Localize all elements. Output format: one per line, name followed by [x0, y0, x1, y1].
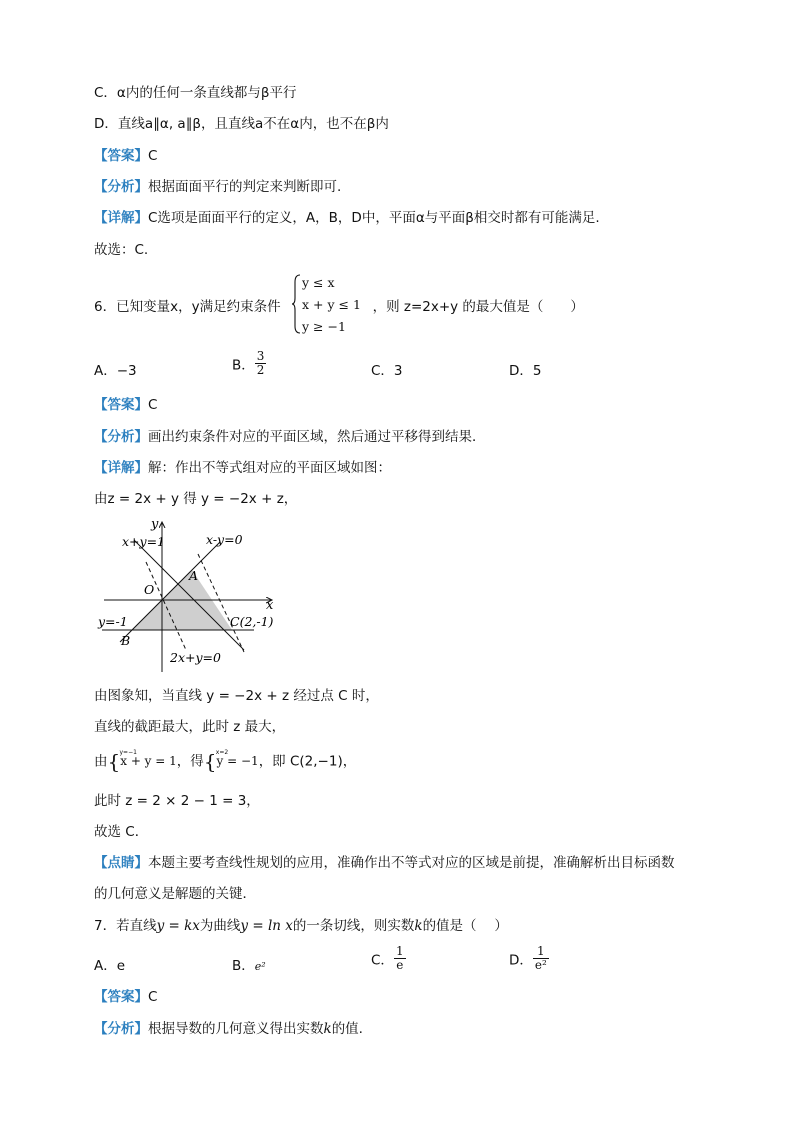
q7-eq-line: y = kx [156, 918, 200, 934]
answer-tag: 【答案】 [94, 989, 148, 1005]
q6-step-4: 此时 z = 2 × 2 − 1 = 3， [94, 793, 260, 809]
answer-tag: 【答案】 [94, 148, 148, 164]
answer-tag: 【答案】 [94, 397, 148, 413]
q7-eq-curve: y = ln x [240, 918, 293, 934]
detail-tag: 【详解】 [94, 460, 148, 476]
q7-analysis: 【分析】根据导数的几何意义得出实数k的值. [94, 1021, 363, 1037]
q6-option-b-fraction: $\frac{3}{2}$ [256, 349, 265, 377]
label-point-c: C(2,-1) [230, 614, 274, 629]
q6-comment-2: 的几何意义是解题的关键． [94, 886, 256, 902]
prev-answer [94, 147, 157, 165]
label-x-minus-y-0: x-y=0 [206, 532, 243, 547]
q7-option-b: B．e² [232, 958, 266, 974]
q6-stem-a: 6．已知变量x，y满足约束条件 [94, 299, 281, 315]
detail-text: 解：作出不等式组对应的平面区域如图： [148, 460, 391, 476]
q6-feasible-region-graph [94, 512, 294, 677]
q6-from-z: 由z = 2x + y 得 y = −2x + z， [94, 491, 298, 507]
label-x: x [266, 598, 274, 613]
q7-answer [94, 988, 157, 1006]
q6-system-2: { x=2 y = −1 [203, 749, 259, 774]
q6-constraint-3: y ≥ −1 [302, 319, 346, 334]
q6-option-a: A．−3 [94, 363, 137, 379]
detail-tag: 【详解】 [94, 210, 148, 226]
analysis-text: 画出约束条件对应的平面区域，然后通过平移得到结果． [148, 429, 486, 445]
q7-stem: 7．若直线y = kx为曲线y = ln x的一条切线，则实数k的值是（ ） [94, 918, 508, 934]
label-2x-plus-y-0: 2x+y=0 [170, 650, 221, 665]
analysis-tag: 【分析】 [94, 179, 148, 195]
q7-option-d-fraction: $\frac{1}{\text{e²}}$ [534, 944, 547, 972]
label-point-a: A [189, 568, 199, 583]
q6-option-b: B． $\frac{3}{2}$ [232, 349, 265, 377]
analysis-tag: 【分析】 [94, 429, 148, 445]
q6-conclusion: 故选 C． [94, 824, 149, 840]
detail-text: C选项是面面平行的定义，A，B，D中，平面α与平面β相交时都有可能满足. [148, 210, 600, 226]
q6-option-c: C．3 [371, 363, 403, 379]
q6-analysis [94, 428, 486, 446]
answer-value: C [148, 397, 158, 413]
prev-detail [94, 209, 600, 227]
label-origin: O [144, 582, 155, 597]
answer-value: C [148, 148, 158, 164]
comment-text-1: 本题主要考查线性规划的应用，准确作出不等式对应的区域是前提，准确解析出目标函数 [148, 855, 675, 871]
q6-constraint-1: y ≤ x [302, 275, 335, 290]
prev-option-c: C．α内的任何一条直线都与β平行 [94, 85, 297, 101]
q6-constraint-2: x + y ≤ 1 [302, 297, 361, 312]
prev-analysis [94, 178, 341, 196]
analysis-tag: 【分析】 [94, 1021, 148, 1037]
q6-step-2: 直线的截距最大，此时 z 最大， [94, 719, 286, 735]
label-point-b: B [121, 633, 131, 648]
q7-option-a: A．e [94, 958, 126, 974]
q7-option-c: C． $\frac{1}{e}$ [371, 944, 404, 972]
q7-option-d: D． $\frac{1}{\text{e²}}$ [509, 944, 547, 972]
comment-tag: 【点睛】 [94, 855, 148, 871]
label-y: y [151, 517, 159, 532]
q6-brace-icon [292, 274, 302, 334]
label-x-plus-y-1: x+y=1 [122, 534, 166, 549]
q6-stem-b: ，则 z=2x+y 的最大值是（ ） [372, 299, 584, 315]
analysis-text: 根据面面平行的判定来判断即可. [148, 179, 342, 195]
q6-step-3: 由{ y=−1 x + y = 1，得{ x=2 y = −1，即 C(2,−1)， [94, 749, 357, 774]
answer-value: C [148, 989, 158, 1005]
label-y-minus-1: y=-1 [98, 614, 128, 629]
prev-conclusion: 故选：C. [94, 242, 149, 258]
prev-option-d: D．直线a∥α, a∥β，且直线a不在α内，也不在β内 [94, 116, 389, 132]
q6-detail [94, 459, 391, 477]
q7-option-c-fraction: $\frac{1}{e}$ [395, 944, 404, 972]
q6-comment [94, 854, 675, 872]
q6-option-d: D．5 [509, 363, 542, 379]
q6-step-1: 由图象知，当直线 y = −2x + z 经过点 C 时， [94, 688, 379, 704]
q6-system-1: { y=−1 x + y = 1 [107, 749, 177, 774]
q6-answer [94, 396, 157, 414]
